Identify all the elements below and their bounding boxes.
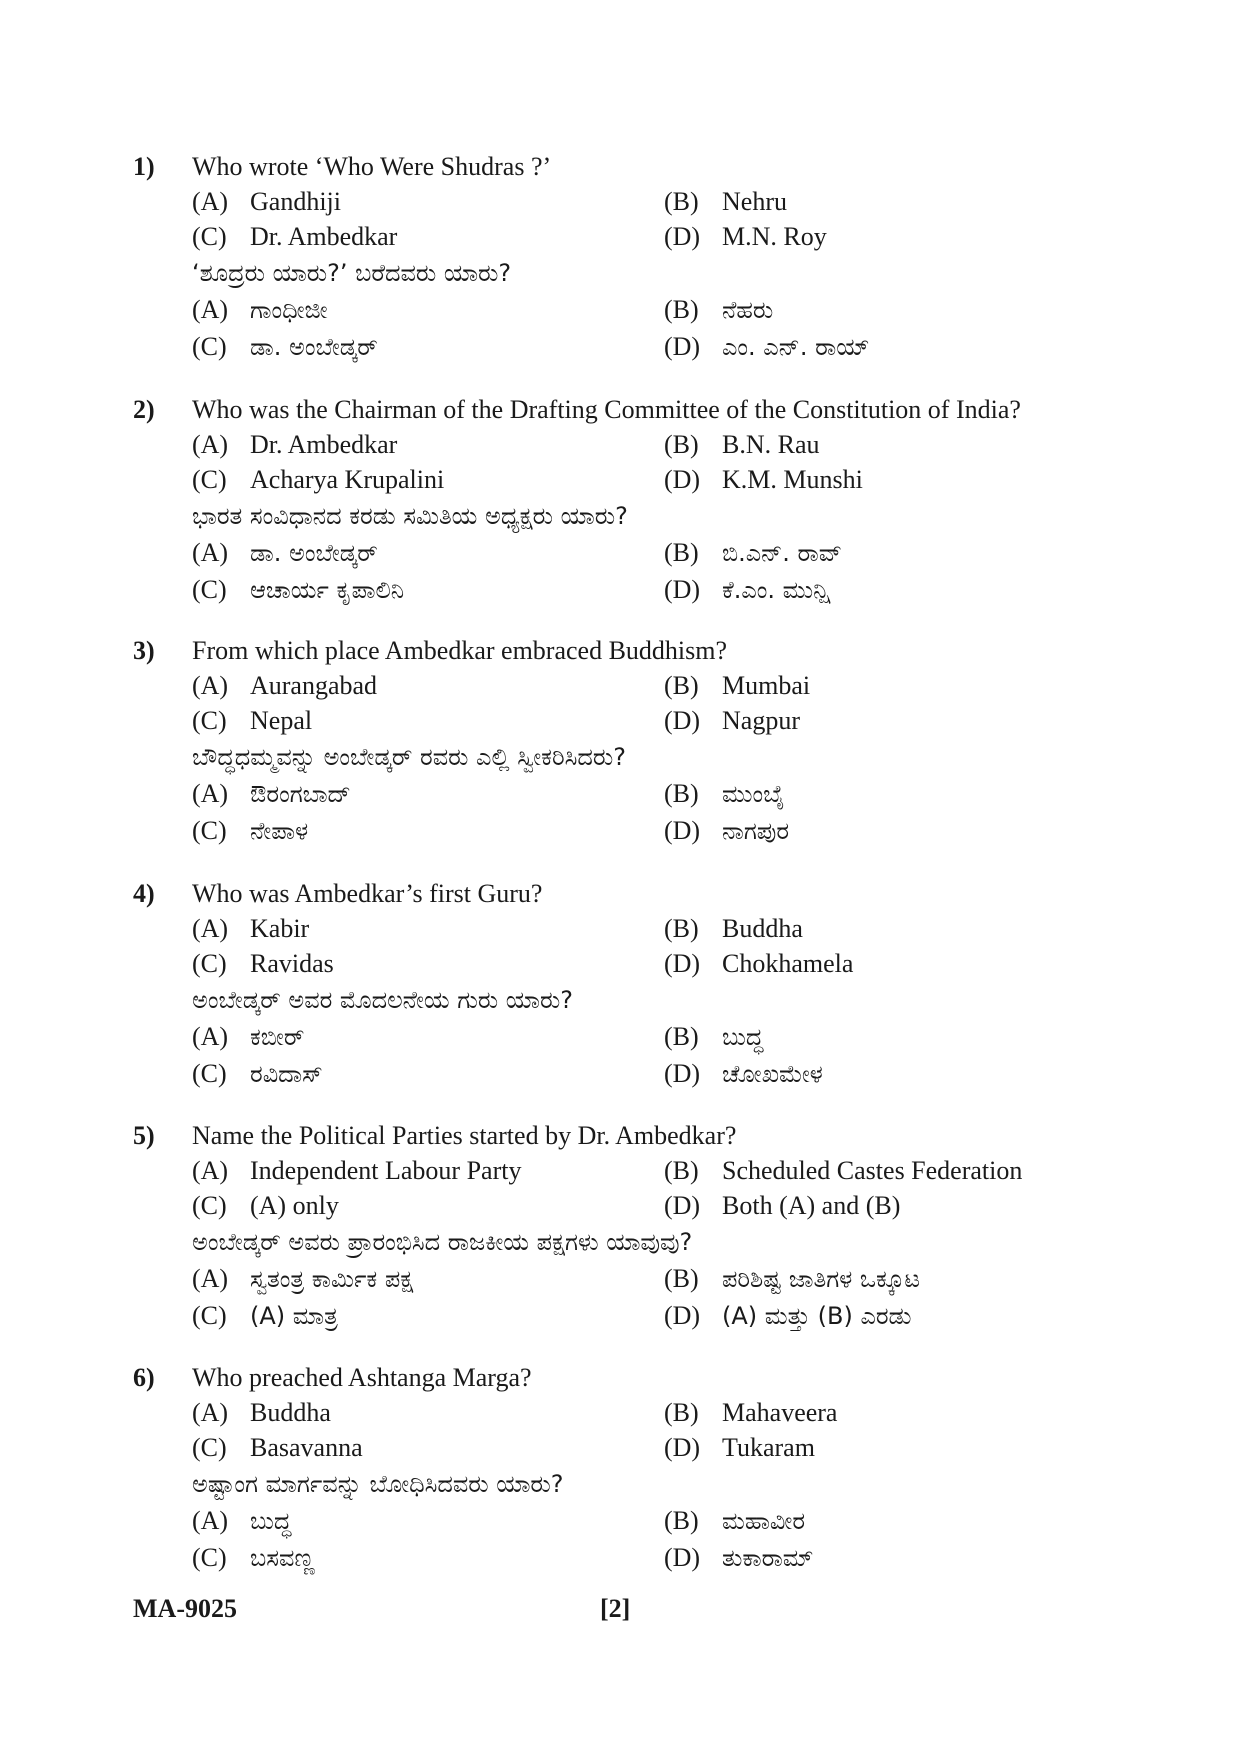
option-label: (A) — [192, 538, 229, 567]
option-label: (D) — [664, 1433, 701, 1462]
option-label: (A) — [192, 914, 229, 943]
option-c-kn — [192, 1541, 315, 1575]
question-text-en: Who preached Ashtanga Marga? — [192, 1363, 532, 1392]
option-text: ಪರಿಶಿಷ್ಟ ಜಾತಿಗಳ ಒಕ್ಕೂಟ — [722, 1265, 921, 1293]
option-text: Aurangabad — [250, 671, 378, 700]
option-label: (A) — [192, 1398, 229, 1427]
option-c-en — [192, 463, 444, 497]
option-label: (B) — [664, 1398, 699, 1427]
option-text: (A) ಮಾತ್ರ — [250, 1302, 338, 1330]
option-label: (B) — [664, 1264, 699, 1293]
option-d-en — [664, 1431, 815, 1465]
question-number: 4) — [133, 879, 155, 908]
option-a-kn — [192, 293, 328, 327]
question-number: 2) — [133, 395, 155, 424]
option-text: Dr. Ambedkar — [250, 430, 398, 459]
option-text: Gandhiji — [250, 187, 341, 216]
option-a-kn — [192, 1504, 291, 1538]
option-a-kn — [192, 777, 351, 811]
option-d-en — [664, 947, 853, 981]
question-text-en: From which place Ambedkar embraced Buddhism? — [192, 636, 728, 665]
option-d-kn — [664, 1057, 823, 1091]
option-c-kn — [192, 814, 308, 848]
option-text: Dr. Ambedkar — [250, 222, 398, 251]
option-text: Kabir — [250, 914, 310, 943]
option-label: (B) — [664, 779, 699, 808]
option-label: (B) — [664, 187, 699, 216]
question-text-kn: ಬೌದ್ಧಧಮ್ಮವನ್ನು ಅಂಬೇಡ್ಕರ್ ರವರು ಎಲ್ಲಿ ಸ್ವೀಕರಿಸಿದರು? — [192, 743, 626, 771]
option-label: (A) — [192, 1506, 229, 1535]
option-b-kn — [664, 1262, 920, 1296]
option-text: ಮುಂಬೈ — [722, 780, 785, 808]
option-a-en — [192, 1154, 521, 1188]
option-b-kn — [664, 1020, 763, 1054]
option-c-kn — [192, 330, 378, 364]
option-label: (B) — [664, 671, 699, 700]
option-text: ರವಿದಾಸ್ — [250, 1060, 323, 1088]
option-label: (A) — [192, 1264, 229, 1293]
option-label: (B) — [664, 538, 699, 567]
question-text-kn: ಅಂಬೇಡ್ಕರ್ ಅವರು ಪ್ರಾರಂಭಿಸಿದ ರಾಜಕೀಯ ಪಕ್ಷಗಳು ಯಾವುವು? — [192, 1228, 693, 1256]
option-label: (A) — [192, 1156, 229, 1185]
option-d-en — [664, 463, 863, 497]
option-text: Nagpur — [722, 706, 800, 735]
question-text-en: Who wrote ‘Who Were Shudras ?’ — [192, 152, 552, 181]
option-text: ಡಾ. ಅಂಬೇಡ್ಕರ್ — [250, 539, 378, 567]
page-number: [2] — [600, 1594, 631, 1623]
option-text: Nepal — [250, 706, 313, 735]
option-text: ಔರಂಗಬಾದ್ — [250, 780, 351, 808]
option-label: (D) — [664, 1191, 701, 1220]
option-c-en — [192, 220, 397, 254]
paper-code: MA-9025 — [133, 1594, 237, 1623]
option-text: Chokhamela — [722, 949, 854, 978]
option-label: (A) — [192, 1022, 229, 1051]
option-label: (C) — [192, 465, 227, 494]
option-text: Ravidas — [250, 949, 334, 978]
option-label: (D) — [664, 575, 701, 604]
option-text: ಸ್ವತಂತ್ರ ಕಾರ್ಮಿಕ ಪಕ್ಷ — [250, 1265, 414, 1293]
option-label: (D) — [664, 949, 701, 978]
option-label: (D) — [664, 1059, 701, 1088]
option-text: ಆಚಾರ್ಯ ಕೃಪಾಲಿನಿ — [250, 576, 405, 604]
option-b-en — [664, 428, 820, 462]
option-label: (B) — [664, 430, 699, 459]
option-label: (C) — [192, 949, 227, 978]
option-text: Mahaveera — [722, 1398, 838, 1427]
option-a-en — [192, 669, 377, 703]
option-label: (A) — [192, 671, 229, 700]
option-label: (C) — [192, 575, 227, 604]
option-label: (A) — [192, 295, 229, 324]
option-label: (A) — [192, 430, 229, 459]
option-text: Acharya Krupalini — [250, 465, 445, 494]
option-label: (B) — [664, 1156, 699, 1185]
option-label: (A) — [192, 779, 229, 808]
question-text-en: Who was the Chairman of the Drafting Committee of the Constitution of India? — [192, 395, 1021, 424]
option-c-en — [192, 1431, 363, 1465]
option-text: Buddha — [250, 1398, 331, 1427]
option-a-en — [192, 428, 397, 462]
option-c-en — [192, 704, 312, 738]
option-text: ಮಹಾವೀರ — [722, 1507, 806, 1535]
option-d-kn — [664, 814, 789, 848]
option-label: (D) — [664, 465, 701, 494]
option-text: ಬಿ.ಎನ್. ರಾವ್ — [722, 539, 842, 567]
option-text: ಡಾ. ಅಂಬೇಡ್ಕರ್ — [250, 333, 378, 361]
question-number: 5) — [133, 1121, 155, 1150]
option-label: (C) — [192, 706, 227, 735]
option-label: (D) — [664, 332, 701, 361]
question-text-kn: ಭಾರತ ಸಂವಿಧಾನದ ಕರಡು ಸಮಿತಿಯ ಅಧ್ಯಕ್ಷರು ಯಾರು? — [192, 502, 628, 530]
option-label: (D) — [664, 1301, 701, 1330]
option-b-en — [664, 1154, 1022, 1188]
option-label: (C) — [192, 1543, 227, 1572]
question-number: 1) — [133, 152, 155, 181]
option-label: (D) — [664, 1543, 701, 1572]
question-text-en: Who was Ambedkar’s first Guru? — [192, 879, 543, 908]
question-number: 3) — [133, 636, 155, 665]
option-text: ಗಾಂಧೀಜೀ — [250, 296, 328, 324]
option-d-kn — [664, 1541, 813, 1575]
option-text: Mumbai — [722, 671, 811, 700]
option-a-kn — [192, 1020, 304, 1054]
option-text: ಚೋಖಮೇಳ — [722, 1060, 823, 1088]
option-text: ಬಸವಣ್ಣ — [250, 1544, 315, 1572]
option-a-kn — [192, 536, 378, 570]
option-d-en — [664, 220, 827, 254]
option-c-kn — [192, 1057, 323, 1091]
option-label: (D) — [664, 706, 701, 735]
option-text: Both (A) and (B) — [722, 1191, 901, 1220]
option-text: ಕಬೀರ್ — [250, 1023, 305, 1051]
option-text: K.M. Munshi — [722, 465, 863, 494]
option-label: (C) — [192, 816, 227, 845]
option-label: (D) — [664, 816, 701, 845]
option-b-en — [664, 912, 803, 946]
option-b-kn — [664, 777, 784, 811]
option-label: (B) — [664, 295, 699, 324]
option-b-kn — [664, 293, 773, 327]
option-label: (C) — [192, 1059, 227, 1088]
option-text: Scheduled Castes Federation — [722, 1156, 1023, 1185]
option-a-kn — [192, 1262, 413, 1296]
option-text: (A) ಮತ್ತು (B) ಎರಡು — [722, 1302, 912, 1330]
option-text: M.N. Roy — [722, 222, 827, 251]
option-text: ಬುದ್ಧ — [250, 1507, 292, 1535]
option-b-en — [664, 185, 787, 219]
option-text: ಕೆ.ಎಂ. ಮುನ್ಷಿ — [722, 576, 831, 604]
option-label: (C) — [192, 1433, 227, 1462]
option-c-kn — [192, 1299, 338, 1333]
option-text: (A) only — [250, 1191, 339, 1220]
question-number: 6) — [133, 1363, 155, 1392]
option-a-en — [192, 185, 341, 219]
option-a-en — [192, 1396, 331, 1430]
option-label: (A) — [192, 187, 229, 216]
option-label: (C) — [192, 1301, 227, 1330]
option-d-kn — [664, 1299, 911, 1333]
option-d-en — [664, 704, 800, 738]
option-label: (C) — [192, 1191, 227, 1220]
option-label: (B) — [664, 914, 699, 943]
question-text-kn: ಅಷ್ಟಾಂಗ ಮಾರ್ಗವನ್ನು ಬೋಧಿಸಿದವರು ಯಾರು? — [192, 1470, 564, 1498]
option-label: (B) — [664, 1506, 699, 1535]
option-label: (C) — [192, 332, 227, 361]
option-c-en — [192, 1189, 339, 1223]
option-label: (B) — [664, 1022, 699, 1051]
option-d-kn — [664, 330, 870, 364]
option-text: ನೇಪಾಳ — [250, 817, 309, 845]
option-c-kn — [192, 573, 404, 607]
option-text: Tukaram — [722, 1433, 815, 1462]
option-b-en — [664, 669, 810, 703]
option-text: ನೆಹರು — [722, 296, 774, 324]
option-c-en — [192, 947, 334, 981]
option-text: Basavanna — [250, 1433, 363, 1462]
option-text: Buddha — [722, 914, 803, 943]
option-text: ಎಂ. ಎನ್. ರಾಯ್ — [722, 333, 870, 361]
option-text: B.N. Rau — [722, 430, 820, 459]
option-b-kn — [664, 536, 842, 570]
option-b-kn — [664, 1504, 805, 1538]
option-text: ನಾಗಪುರ — [722, 817, 790, 845]
option-text: Independent Labour Party — [250, 1156, 522, 1185]
question-text-kn: ಅಂಬೇಡ್ಕರ್ ಅವರ ಮೊದಲನೇಯ ಗುರು ಯಾರು? — [192, 986, 574, 1014]
option-d-kn — [664, 573, 830, 607]
option-a-en — [192, 912, 309, 946]
option-text: ತುಕಾರಾಮ್ — [722, 1544, 814, 1572]
option-text: ಬುದ್ಧ — [722, 1023, 764, 1051]
option-d-en — [664, 1189, 900, 1223]
option-text: Nehru — [722, 187, 787, 216]
option-label: (D) — [664, 222, 701, 251]
question-text-kn: ‘ಶೂದ್ರರು ಯಾರು?’ ಬರೆದವರು ಯಾರು? — [192, 259, 512, 287]
question-text-en: Name the Political Parties started by Dr. Ambedkar? — [192, 1121, 737, 1150]
option-label: (C) — [192, 222, 227, 251]
option-b-en — [664, 1396, 837, 1430]
